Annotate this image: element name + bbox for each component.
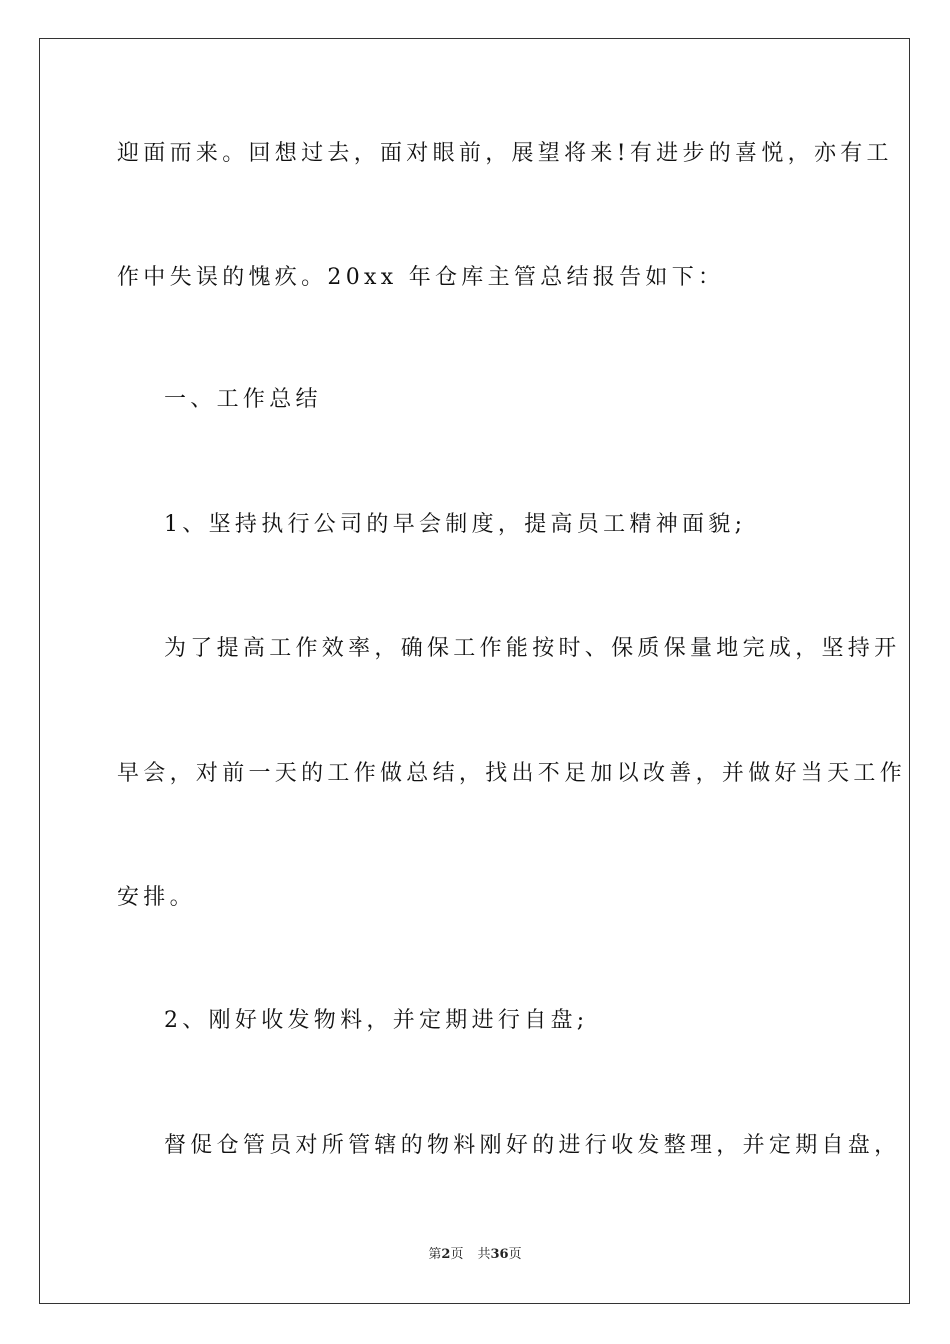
total-prefix: 共: [477, 1247, 491, 1262]
total-pages: 36: [490, 1247, 509, 1262]
paragraph-line: 迎面而来。回想过去，面对眼前，展望将来!有进步的喜悦，亦有工: [117, 141, 893, 166]
page-suffix: 页: [450, 1247, 464, 1262]
paragraph-line: 早会，对前一天的工作做总结，找出不足加以改善，并做好当天工作: [117, 761, 907, 786]
page-number: 2: [441, 1247, 451, 1262]
page-footer: [0, 1247, 950, 1263]
paragraph-line: 作中失误的愧疚。20xx 年仓库主管总结报告如下：: [117, 265, 725, 290]
paragraph-line: 为了提高工作效率，确保工作能按时、保质保量地完成，坚持开: [164, 636, 901, 661]
section-heading: 一、工作总结: [164, 387, 322, 412]
paragraph-line: 安排。: [117, 885, 196, 910]
total-suffix: 页: [508, 1247, 522, 1262]
page-prefix: 第: [428, 1247, 442, 1262]
subsection-heading: 2、刚好收发物料，并定期进行自盘;: [164, 1008, 589, 1033]
subsection-heading: 1、坚持执行公司的早会制度，提高员工精神面貌;: [164, 512, 747, 537]
page-border: [39, 38, 910, 1304]
paragraph-line: 督促仓管员对所管辖的物料刚好的进行收发整理，并定期自盘，: [164, 1133, 901, 1158]
